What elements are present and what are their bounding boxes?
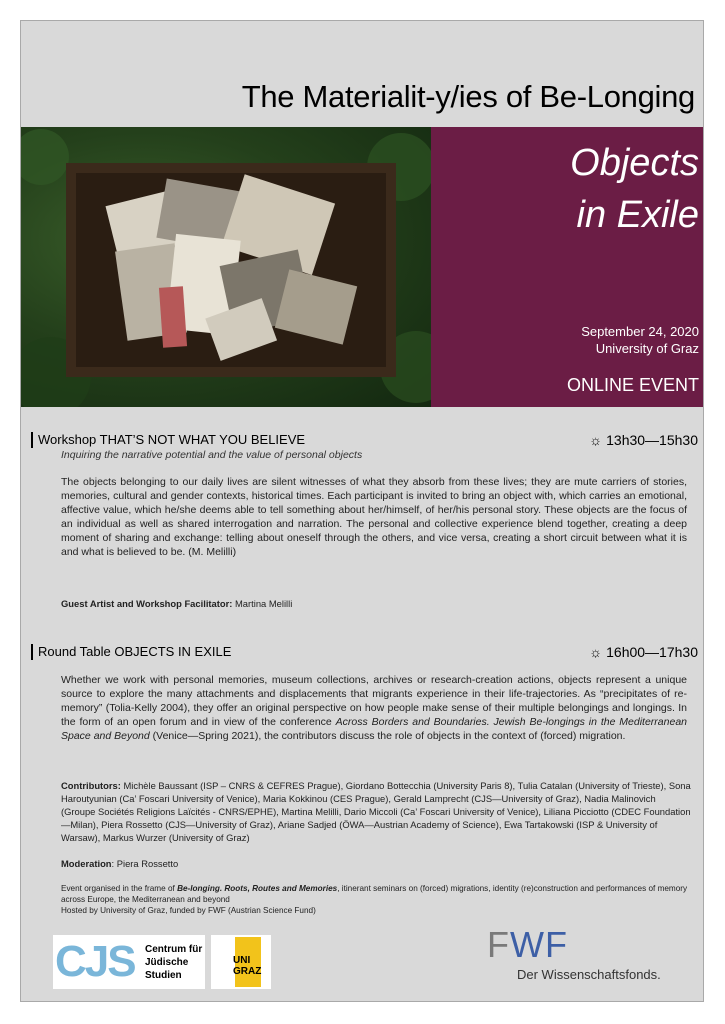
roundtable-heading: [31, 644, 698, 660]
contributors-list: Michèle Baussant (ISP – CNRS & CEFRES Prague), Giordano Bottecchia (University Paris 8), Tulia Catalan (University of Trieste), Sona Haroutyunian (Ca’ Foscari University of Venice), Maria Kokkinou (CES Prague), Gerald Lamprecht (CJS—University of Graz), Nadia Malinovich (Groupe Sociétés Religions Laïcités - CNRS/EPHE), Martina Melilli, Dario Miccoli (Ca’ Foscari University of Venice), Liliana Picciotto (CDEC Foundation—Milan), Piera Rossetto (CJS—University of Graz), Ariane Sadjed (ÖWA—Austrian Academy of Science), Ewa Tartakowski (ISP & University of Warsaw), Markus Wurzer (University of Graz): [61, 780, 691, 843]
org-series-title: Be-longing. Roots, Routes and Memories: [177, 884, 338, 893]
roundtable-description: [61, 673, 687, 743]
headline-line-1: Objects: [570, 142, 699, 184]
moderation: [61, 857, 691, 870]
organisation-note: [61, 883, 691, 916]
org-text-b: , itinerant seminars on (forced) migrations, identity (re)construction and performances of memory across Europe, the Mediterranean and beyond: [61, 884, 688, 904]
uni-graz-logo: [211, 935, 271, 989]
cjs-line-1: Centrum für: [145, 944, 203, 955]
hosted-by: Hosted by University of Graz, funded by FWF (Austrian Science Fund): [61, 906, 316, 915]
roundtable-body-b: (Venice—Spring 2021), the contributors discuss the role of objects in the context of (forced) migration.: [152, 730, 626, 742]
cjs-words: [145, 943, 202, 982]
fwf-logo: [487, 925, 661, 982]
fwf-tagline: Der Wissenschaftsfonds.: [517, 967, 661, 982]
cjs-logo: [53, 935, 205, 989]
workshop-description: The objects belonging to our daily lives are silent witnesses of what they absorb from these lives; they are mute carriers of stories, memories, cultural and gender contexts, historical times. Each participant is invited to bring an object with, which carries an emotional, affective value, which he/she deems able to tell something about her/himself, of her/his personal story. These objects are the focus of an individual as well as shared interrogation and narration. The personal and collective experience blend together, creating a deep moment of sharing and exchange: telling about oneself through the others, and vice versa, creating a short circuit between what it is and what is believed to be. (M. Melilli): [61, 476, 687, 558]
sun-icon: ☼: [589, 432, 603, 448]
contributors-label: Contributors:: [61, 780, 121, 791]
facilitator-name: Martina Melilli: [234, 598, 293, 609]
event-panel: [431, 127, 704, 407]
workshop-time-text: 13h30—15h30: [606, 432, 698, 448]
event-place: University of Graz: [595, 341, 699, 356]
workshop-heading: [31, 432, 698, 448]
poster: [20, 20, 704, 1002]
cjs-line-3: Studien: [145, 970, 182, 981]
event-headline: [570, 137, 699, 241]
org-text-a: Event organised in the frame of: [61, 884, 175, 893]
facilitator-label: Guest Artist and Workshop Facilitator:: [61, 598, 233, 609]
conference-title: Across Borders and Boundaries. Jewish Be-longings in the Mediterranean Space and Beyond: [61, 716, 688, 742]
event-date: September 24, 2020: [581, 324, 699, 339]
moderation-label: Moderation: [61, 858, 112, 869]
contributors: [61, 779, 691, 844]
moderation-name: : Piera Rossetto: [111, 858, 179, 869]
workshop-time: [589, 432, 698, 448]
sun-icon: ☼: [589, 644, 603, 660]
fwf-wordmark: FWF: [487, 924, 568, 965]
roundtable-body-a: Whether we work with personal memories, museum collections, archives or research-creation actions, objects represent a unique source to explore the many attachments and displacements that migrants experience in their life-trajectories. As “precipitates of re-memory” (Tolia-Kelly 2004), they offer an original perspective on how people make sense of their multiple belongings and longings. In the form of an open forum and in view of the conference: [61, 674, 687, 728]
workshop-subtitle: Inquiring the narrative potential and the value of personal objects: [61, 449, 363, 461]
roundtable-time-text: 16h00—17h30: [606, 644, 698, 660]
cjs-letters: CJS: [55, 937, 135, 986]
workshop-title: Workshop THAT’S NOT WHAT YOU BELIEVE: [38, 432, 306, 447]
roundtable-title: Round Table OBJECTS IN EXILE: [38, 644, 232, 659]
event-date-place: [581, 323, 699, 357]
workshop-facilitator: [61, 597, 691, 610]
poster-title: The Materialit-y/ies of Be-Longing: [241, 79, 695, 114]
box-photo-illustration: [21, 127, 431, 407]
photo-box-of-pictures: [21, 127, 431, 407]
uni-graz-label: UNI GRAZ: [233, 955, 262, 977]
cjs-line-2: Jüdische: [145, 957, 189, 968]
online-event-label: ONLINE EVENT: [566, 375, 699, 395]
hero-banner: [21, 127, 704, 407]
headline-line-2: in Exile: [576, 194, 699, 236]
roundtable-time: [589, 644, 698, 660]
